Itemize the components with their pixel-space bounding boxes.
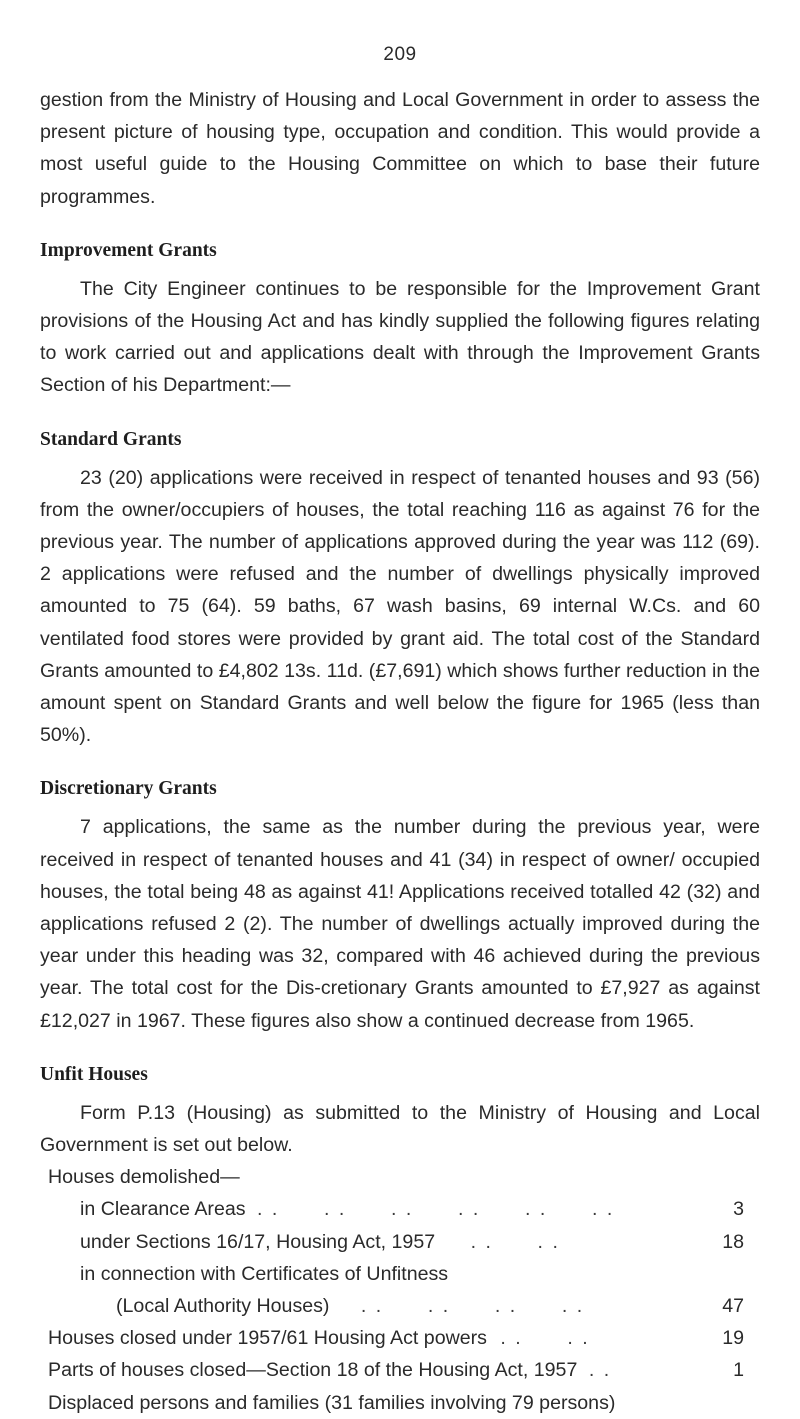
sections-16-17-label: under Sections 16/17, Housing Act, 1957 xyxy=(80,1230,436,1253)
houses-demolished-label: Houses demolished— xyxy=(48,1166,240,1189)
intro-paragraph: gestion from the Ministry of Housing and Local Government in order to assess the present picture of housing type, occupation and condition. This would provide a most useful guide to the Housing Committee on which to base their future programmes. xyxy=(40,89,760,208)
leader-dots: . . . . xyxy=(470,1230,560,1253)
parts-of-houses-closed-row xyxy=(40,1354,760,1386)
clearance-areas-value: 3 xyxy=(733,1198,744,1221)
improvement-grants-paragraph: The City Engineer continues to be responsible for the Improvement Grant provisions of the Housing Act and has kindly supplied the following figures relating to work carried out and applications dealt with through the Improvement Grants Section of his Department:— xyxy=(40,277,760,397)
discretionary-grants-heading: Discretionary Grants xyxy=(40,778,217,800)
unfit-houses-paragraph: Form P.13 (Housing) as submitted to the Ministry of Housing and Local Government is set out below. xyxy=(40,1101,760,1157)
houses-closed-label: Houses closed under 1957/61 Housing Act powers xyxy=(48,1327,487,1350)
leader-dots: . . . . . . . . . . . . xyxy=(257,1198,615,1221)
unfit-houses-heading: Unfit Houses xyxy=(40,1063,148,1085)
certificates-unfitness-row xyxy=(40,1258,760,1290)
certificates-unfitness-label: in connection with Certificates of Unfitness xyxy=(80,1262,449,1285)
clearance-areas-label: in Clearance Areas xyxy=(80,1198,246,1221)
clearance-areas-row xyxy=(40,1193,760,1225)
page-content xyxy=(40,84,760,1419)
leader-dots: . . . . . . . . xyxy=(360,1295,585,1318)
parts-of-houses-closed-value: 1 xyxy=(733,1359,744,1382)
parts-of-houses-closed-label: Parts of houses closed—Section 18 of the Housing Act, 1957 xyxy=(48,1359,578,1382)
houses-closed-value: 19 xyxy=(722,1327,744,1350)
sections-16-17-row xyxy=(40,1226,760,1258)
form-p13-list xyxy=(40,1161,760,1419)
houses-closed-row xyxy=(40,1322,760,1354)
local-authority-houses-value: 47 xyxy=(722,1295,744,1318)
discretionary-grants-paragraph: 7 applications, the same as the number during the previous year, were received in respect of tenanted houses and 41 (34) in respect of owner/ occupied houses, the total being 48 as against 41! Applications received totalled 42 (32) and applications refused 2 (2). The number of dwellings actually improved during the year under this heading was 32, compared with 46 achieved during the previous year. The total cost for the Dis-cretionary Grants amounted to £7,927 as against £12,027 in 1967. These figures also show a continued decrease from 1965. xyxy=(40,816,760,1032)
displaced-persons-row xyxy=(40,1387,760,1419)
sections-16-17-value: 18 xyxy=(722,1230,744,1253)
standard-grants-heading: Standard Grants xyxy=(40,428,182,450)
improvement-grants-heading: Improvement Grants xyxy=(40,239,217,261)
page-number: 209 xyxy=(383,44,417,65)
houses-demolished-row xyxy=(40,1161,760,1193)
standard-grants-paragraph: 23 (20) applications were received in respect of tenanted houses and 93 (56) from the owner/occupiers of houses, the total reaching 116 as against 76 for the previous year. The number of applications approved during the year was 112 (69). 2 applications were refused and the number of dwellings physically improved amounted to 75 (64). 59 baths, 67 wash basins, 69 internal W.Cs. and 60 ventilated food stores were provided by grant aid. The total cost of the Standard Grants amounted to £4,802 13s. 11d. (£7,691) which shows further reduction in the amount spent on Standard Grants and well below the figure for 1965 (less than 50%). xyxy=(40,466,760,747)
local-authority-houses-row xyxy=(40,1290,760,1322)
local-authority-houses-label: (Local Authority Houses) xyxy=(116,1295,330,1318)
leader-dots: . . . . xyxy=(500,1327,590,1350)
leader-dots: . . xyxy=(588,1359,612,1382)
displaced-persons-label: Displaced persons and families (31 families involving 79 persons) xyxy=(48,1391,616,1414)
